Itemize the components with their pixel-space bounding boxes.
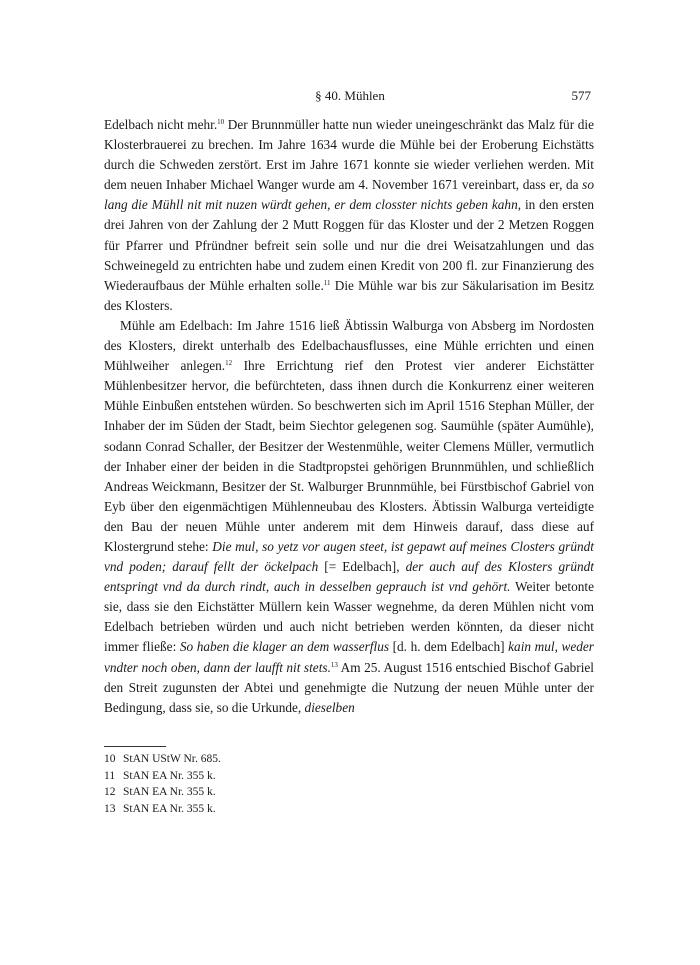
text-run: [= Edelbach] bbox=[318, 559, 397, 575]
quoted-source-text: Die mul, so yetz vor augen steet, ist gepawt auf meines Closters gründt vnd poden; darauf fellt der öckelpach bbox=[104, 538, 594, 575]
main-text bbox=[104, 115, 594, 718]
quoted-source-text: so lang die Mühll nit mit nuzen würdt gehen, er dem closster nichts geben kahn bbox=[104, 177, 594, 213]
footnote-number: 13 bbox=[104, 802, 116, 815]
text-run: Weiter betonte sie, dass sie den Eichstätter Müllern kein Wasser wegnehme, da deren Mühlen nicht vom Edelbach betrieben würden und auch nicht betrieben werden könnten, da dieser nicht immer fließe: bbox=[104, 579, 595, 655]
footnote-text: StAN EA Nr. 355 k. bbox=[123, 769, 216, 782]
quoted-source-text: So haben die klager an dem wasserflus bbox=[179, 639, 390, 655]
text-run: [d. h. dem Edelbach] bbox=[389, 639, 509, 655]
footnote-text: StAN EA Nr. 355 k. bbox=[123, 786, 216, 798]
footnote bbox=[104, 751, 594, 768]
footnote-text: StAN EA Nr. 355 k. bbox=[123, 802, 216, 815]
footnote bbox=[104, 784, 594, 801]
footnote-number: 10 bbox=[104, 753, 116, 765]
running-title: § 40. Mühlen bbox=[315, 88, 385, 103]
footnote bbox=[104, 768, 594, 785]
text-run: Der Brunnmüller hatte nun wieder uneingeschränkt das Malz für die Klosterbrauerei zu brechen. Im Jahre 1634 wurde die Mühle bei der Eroberung Eichstätts durch die Schweden zerstört. Erst im Jahre 1671 konnte sie wieder verliehen werden. Mit dem neuen Inhaber Michael Wanger wurde am 4. November 1671 vereinbart, dass er, da bbox=[104, 117, 594, 193]
footnote-marker: 13 bbox=[330, 660, 338, 669]
text-run: Ihre Errichtung rief den Protest vier anderer Eichstätter Mühlenbesitzer hervor, die befürchteten, dass ihnen durch die Konkurrenz einer weiteren Mühle Einbußen entstehen würden. So beschwerten sich im April 1516 Stephan Müller, der Inhaber der im Süden der Stadt, beim Siechtor gelegenen sog. Saumühle (später Aumühle), sodann Conrad Schaller, der Besitzer der Westenmühle, weiter Clemens Müller, vermutlich der Inhaber einer der beiden in die Stadtpropstei gehörigen Brunnmühlen, und schließlich Andreas Weickmann, Besitzer der St. Walburger Brunnmühle, bei Fürstbischof Gabriel von Eyb über den eigenmächtigen Mühlenneubau des Klosters. Äbtissin Walburga verteidigte den Bau der neuen Mühle unter anderem mit dem Hinweis darauf, dass diese auf Klostergrund stehe: bbox=[104, 358, 594, 554]
body-paragraph bbox=[104, 316, 594, 718]
footnote-text: StAN UStW Nr. 685. bbox=[123, 753, 221, 765]
quoted-source-text: dieselben bbox=[304, 699, 355, 715]
footnotes bbox=[104, 751, 594, 817]
footnote-number: 11 bbox=[104, 769, 116, 782]
text-run: Edelbach nicht mehr. bbox=[104, 117, 218, 132]
footnote-marker: 11 bbox=[323, 278, 331, 287]
page-number: 577 bbox=[571, 88, 591, 103]
footnote-number: 12 bbox=[104, 786, 116, 798]
text-run: Die Mühle war bis zur Säkularisation im Besitz des Klosters. bbox=[104, 277, 594, 313]
text-run: Mühle am Edelbach: Im Jahre 1516 ließ Äbtissin Walburga von Absberg im Nordosten des Klosters, direkt unterhalb des Edelbachausflusses, eine Mühle errichten und einen Mühlweiher anlegen. bbox=[104, 317, 594, 374]
footnote-marker: 12 bbox=[225, 359, 233, 368]
footnote-divider bbox=[104, 746, 166, 747]
quoted-source-text: kain mul, weder vndter noch oben, dann der laufft nit stets. bbox=[104, 639, 594, 675]
footnote-marker: 10 bbox=[217, 118, 225, 126]
quoted-source-text: , der auch auf des Klosters gründt entspringt vnd da durch rindt, auch in desselben geprauch ist vnd gehört. bbox=[104, 559, 594, 595]
text-run: Am 25. August 1516 entschied Bischof Gabriel den Streit zugunsten der Abtei und genehmigte die Nutzung der neuen Mühle unter der Bedingung, dass sie, so die Urkunde, bbox=[104, 659, 594, 715]
text-run: , in den ersten drei Jahren von der Zahlung der 2 Mutt Roggen für das Kloster und der 2 Metzen Roggen für Pfarrer und Pfründner befreit sein solle und nur die drei Weisatzahlungen und das Schweinegeld zu entrichten habe und zudem einen Kredit von 200 fl. zur Finanzierung des Wiederaufbaus der Mühle erhalten solle. bbox=[104, 197, 594, 293]
body-paragraph bbox=[104, 115, 594, 316]
footnote bbox=[104, 801, 594, 818]
